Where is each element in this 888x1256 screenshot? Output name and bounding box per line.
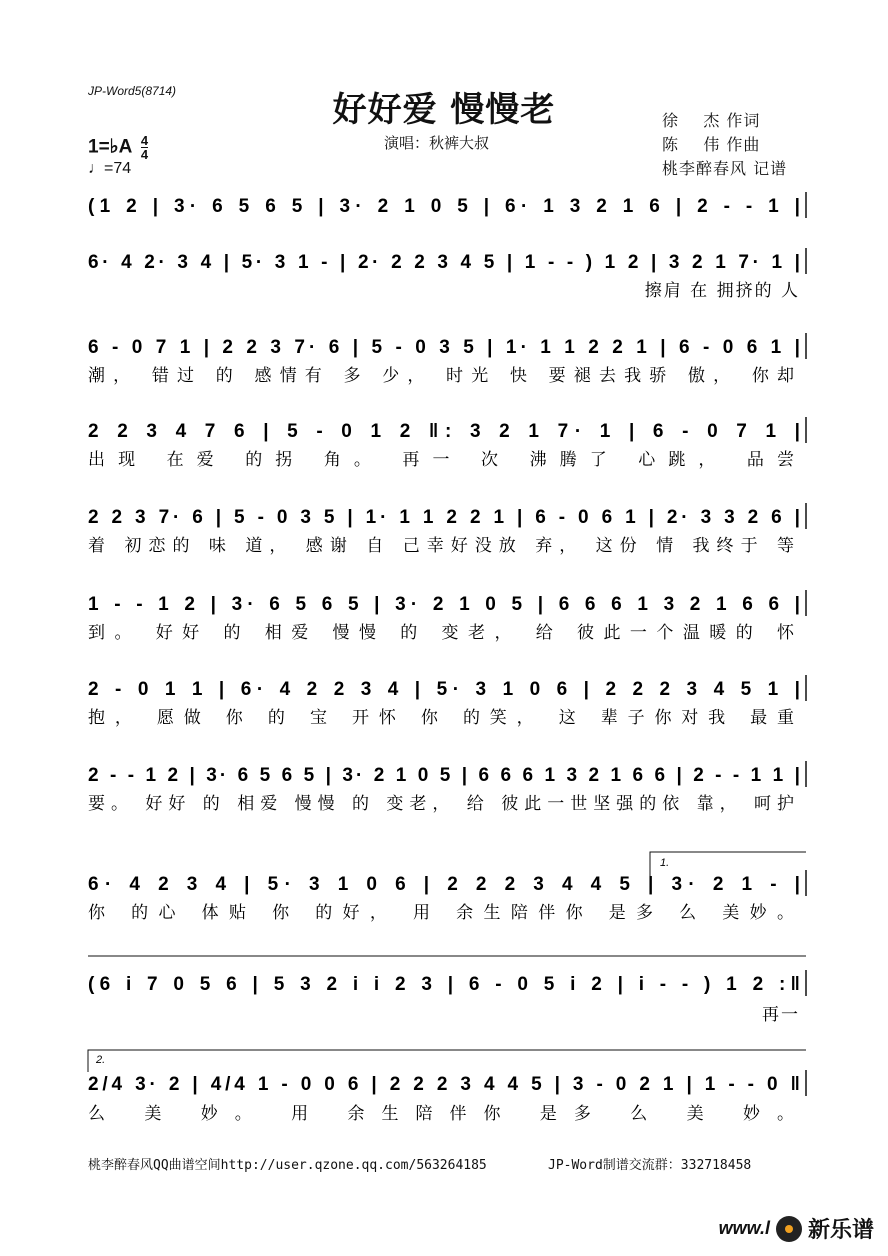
- notation-row: 6· 4 2 3 4 | 5· 3 1 0 6 | 2 2 2 3 4 4 5 | 3· 2 1 - |: [88, 874, 801, 895]
- notation-row: (1 2 | 3· 6 5 6 5 | 3· 2 1 0 5 | 6· 1 3 2 1 6 | 2 - - 1 |: [88, 196, 801, 217]
- notation-row: 2 - - 1 2 | 3· 6 5 6 5 | 3· 2 1 0 5 | 6 6 6 1 3 2 1 6 6 | 2 - - 1 1 |: [88, 765, 801, 786]
- lyric-line: 擦肩 在 拥挤的 人: [644, 281, 800, 301]
- notation-row: 2 2 3 7· 6 | 5 - 0 3 5 | 1· 1 1 2 2 1 | 6 - 0 6 1 | 2· 3 3 2 6 |: [88, 507, 801, 528]
- notation-row: 6· 4 2· 3 4 | 5· 3 1 - | 2· 2 2 3 4 5 | 1 - - ) 1 2 | 3 2 1 7· 1 |: [88, 252, 800, 273]
- lyricist-credit: 徐 杰 作词: [662, 111, 761, 130]
- volta-label-second: 2.: [96, 1054, 106, 1066]
- notation-row: 2 2 3 4 7 6 | 5 - 0 1 2 ‖: 3 2 1 7· 1 | 6 - 0 7 1 |: [88, 421, 801, 442]
- composer-credit: 陈 伟 作曲: [662, 135, 761, 154]
- notation-row: 1 - - 1 2 | 3· 6 5 6 5 | 3· 2 1 0 5 | 6 6 6 1 3 2 1 6 6 |: [88, 594, 800, 615]
- lyric-line: 要。 好好 的 相爱 慢慢 的 变老， 给 彼此一世坚强的依 靠， 呵护: [88, 794, 796, 814]
- logo-name: 新乐谱: [807, 1218, 874, 1243]
- lyric-line: 再一: [762, 1005, 800, 1025]
- notation-row: 2 - 0 1 1 | 6· 4 2 2 3 4 | 5· 3 1 0 6 | 2 2 2 3 4 5 1 |: [88, 679, 800, 700]
- software-label: JP-Word5(8714): [88, 84, 177, 98]
- notation-row: (6 i 7 0 5 6 | 5 3 2 i i 2 3 | 6 - 0 5 i 2 | i - - ) 1 2 :‖: [88, 974, 800, 995]
- volta-label-first: 1.: [660, 857, 670, 869]
- key-label: 1=♭A: [88, 136, 132, 158]
- time-sig-bottom: 4: [140, 147, 149, 162]
- disc-icon: [776, 1216, 802, 1242]
- lyric-line: 你 的心 体贴 你 的好， 用 余生陪伴你 是多 么 美妙。: [88, 903, 796, 923]
- singer-credit: 演唱：秋裤大叔: [384, 134, 490, 152]
- notation-row: 2/4 3· 2 | 4/4 1 - 0 0 6 | 2 2 2 3 4 4 5 | 3 - 0 2 1 | 1 - - 0 ‖: [88, 1074, 801, 1095]
- lyric-line: 着 初恋的 味 道， 感谢 自 己幸好没放 弃， 这份 情 我终于 等: [88, 536, 796, 556]
- footer-source: 桃李醉春风QQ曲谱空间http://user.qzone.qq.com/563264185: [88, 1158, 487, 1173]
- footer-group: JP-Word制谱交流群：332718458: [548, 1158, 752, 1173]
- transcriber-credit: 桃李醉春风 记谱: [662, 159, 788, 178]
- lyric-line: 么 美 妙。 用 余生陪伴你 是多 么 美 妙。: [88, 1104, 797, 1124]
- tempo-marking: ♩=74: [88, 160, 132, 177]
- site-logo: [719, 1213, 874, 1244]
- time-sig-top: 4: [140, 133, 149, 148]
- notation-row: 6 - 0 7 1 | 2 2 3 7· 6 | 5 - 0 3 5 | 1· 1 1 2 2 1 | 6 - 0 6 1 |: [88, 337, 801, 358]
- logo-url: www.l: [718, 1218, 770, 1238]
- lyric-line: 抱， 愿做 你 的 宝 开怀 你 的笑， 这 辈子你对我 最重: [88, 708, 797, 728]
- lyric-line: 潮， 错过 的 感情有 多 少， 时光 快 要褪去我骄 傲， 你却: [88, 366, 796, 386]
- song-title: 好好爱 慢慢老: [332, 90, 556, 130]
- lyric-line: 出现 在爱 的拐 角。 再一 次 沸腾了 心跳， 品尝: [88, 450, 796, 470]
- lyric-line: 到。 好好 的 相爱 慢慢 的 变老， 给 彼此一个温暖的 怀: [88, 623, 797, 643]
- volta-bracket-second: [88, 1050, 806, 1072]
- volta-bracket-first: [650, 852, 806, 876]
